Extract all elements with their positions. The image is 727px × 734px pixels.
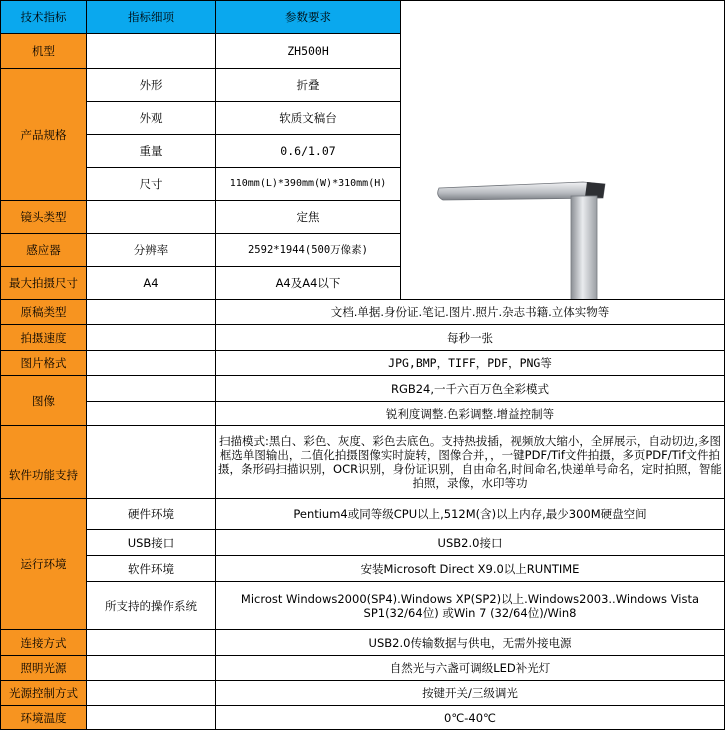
detail-empty [87, 34, 216, 69]
value-shape: 折叠 [216, 69, 401, 102]
value-max-size: A4及A4以下 [216, 267, 401, 300]
value-hardware: Pentium4或同等级CPU以上,512M(含)以上内存,最少300M硬盘空间 [216, 499, 725, 530]
value-lighting: 自然光与六盏可调级LED补光灯 [216, 656, 725, 681]
value-light-control: 按键开关/三级调光 [216, 681, 725, 706]
category-lighting: 照明光源 [1, 656, 87, 681]
detail-a4: A4 [87, 267, 216, 300]
value-appearance: 软质文稿台 [216, 102, 401, 135]
detail-empty [87, 201, 216, 234]
value-image-color: RGB24,一千六百万色全彩模式 [216, 376, 725, 402]
header-indicator-detail: 指标细项 [87, 1, 216, 34]
category-sensor: 感应器 [1, 234, 87, 267]
category-format: 图片格式 [1, 351, 87, 376]
detail-empty [87, 376, 216, 402]
detail-empty [87, 681, 216, 706]
detail-appearance: 外观 [87, 102, 216, 135]
value-env-temp: 0℃-40℃ [216, 706, 725, 730]
header-tech-indicator: 技术指标 [1, 1, 87, 34]
value-originals: 文档.单据.身份证.笔记.图片.照片.杂志书籍.立体实物等 [216, 300, 725, 325]
value-model: ZH500H [216, 34, 401, 69]
value-os: Microst Windows2000(SP4).Windows XP(SP2)以上.Windows2003..Windows Vista SP1(32/64位) 或Win 7 (32/64位)/Win8 [216, 582, 725, 630]
value-speed: 每秒一张 [216, 325, 725, 351]
detail-empty [87, 426, 216, 499]
detail-empty [87, 402, 216, 426]
value-lens: 定焦 [216, 201, 401, 234]
value-connection: USB2.0传输数据与供电，无需外接电源 [216, 630, 725, 656]
detail-empty [87, 630, 216, 656]
detail-empty [87, 706, 216, 730]
value-usb: USB2.0接口 [216, 530, 725, 556]
category-max-size: 最大拍摄尺寸 [1, 267, 87, 300]
category-speed: 拍摄速度 [1, 325, 87, 351]
detail-os: 所支持的操作系统 [87, 582, 216, 630]
detail-empty [87, 656, 216, 681]
value-format: JPG,BMP，TIFF，PDF，PNG等 [216, 351, 725, 376]
detail-empty [87, 300, 216, 325]
value-weight: 0.6/1.07 [216, 135, 401, 168]
value-software-env: 安装Microsoft Direct X9.0以上RUNTIME [216, 556, 725, 582]
category-image: 图像 [1, 376, 87, 426]
category-lens: 镜头类型 [1, 201, 87, 234]
detail-software-env: 软件环境 [87, 556, 216, 582]
detail-empty [87, 351, 216, 376]
detail-shape: 外形 [87, 69, 216, 102]
category-spec: 产品规格 [1, 69, 87, 201]
detail-size: 尺寸 [87, 168, 216, 201]
detail-weight: 重量 [87, 135, 216, 168]
document-camera-scanner-icon [403, 170, 725, 300]
category-software: 软件功能支持 [1, 426, 87, 499]
header-parameter: 参数要求 [216, 1, 401, 34]
category-env-temp: 环境温度 [1, 706, 87, 730]
value-software: 扫描模式:黑白、彩色、灰度、彩色去底色。支持热拔插，视频放大缩小，全屏展示，自动切边,多图框选单图输出，二值化拍摄图像实时旋转，图像合并，，一键PDF/Tif文件拍摄，多页PDF/Tif文件拍摄，条形码扫描识别，OCR识别，身份证识别，自由命名,时间命名,快递单号命名，定时拍照，智能拍照，录像，水印等功 [216, 426, 725, 499]
detail-hardware: 硬件环境 [87, 499, 216, 530]
category-connection: 连接方式 [1, 630, 87, 656]
detail-empty [87, 325, 216, 351]
value-resolution: 2592*1944(500万像素) [216, 234, 401, 267]
category-light-control: 光源控制方式 [1, 681, 87, 706]
detail-usb: USB接口 [87, 530, 216, 556]
value-image-adjust: 锐利度调整.色彩调整.增益控制等 [216, 402, 725, 426]
category-model: 机型 [1, 34, 87, 69]
category-originals: 原稿类型 [1, 300, 87, 325]
value-size: 110mm(L)*390mm(W)*310mm(H) [216, 168, 401, 201]
product-image-cell [401, 1, 725, 300]
detail-resolution: 分辨率 [87, 234, 216, 267]
category-runtime: 运行环境 [1, 499, 87, 630]
